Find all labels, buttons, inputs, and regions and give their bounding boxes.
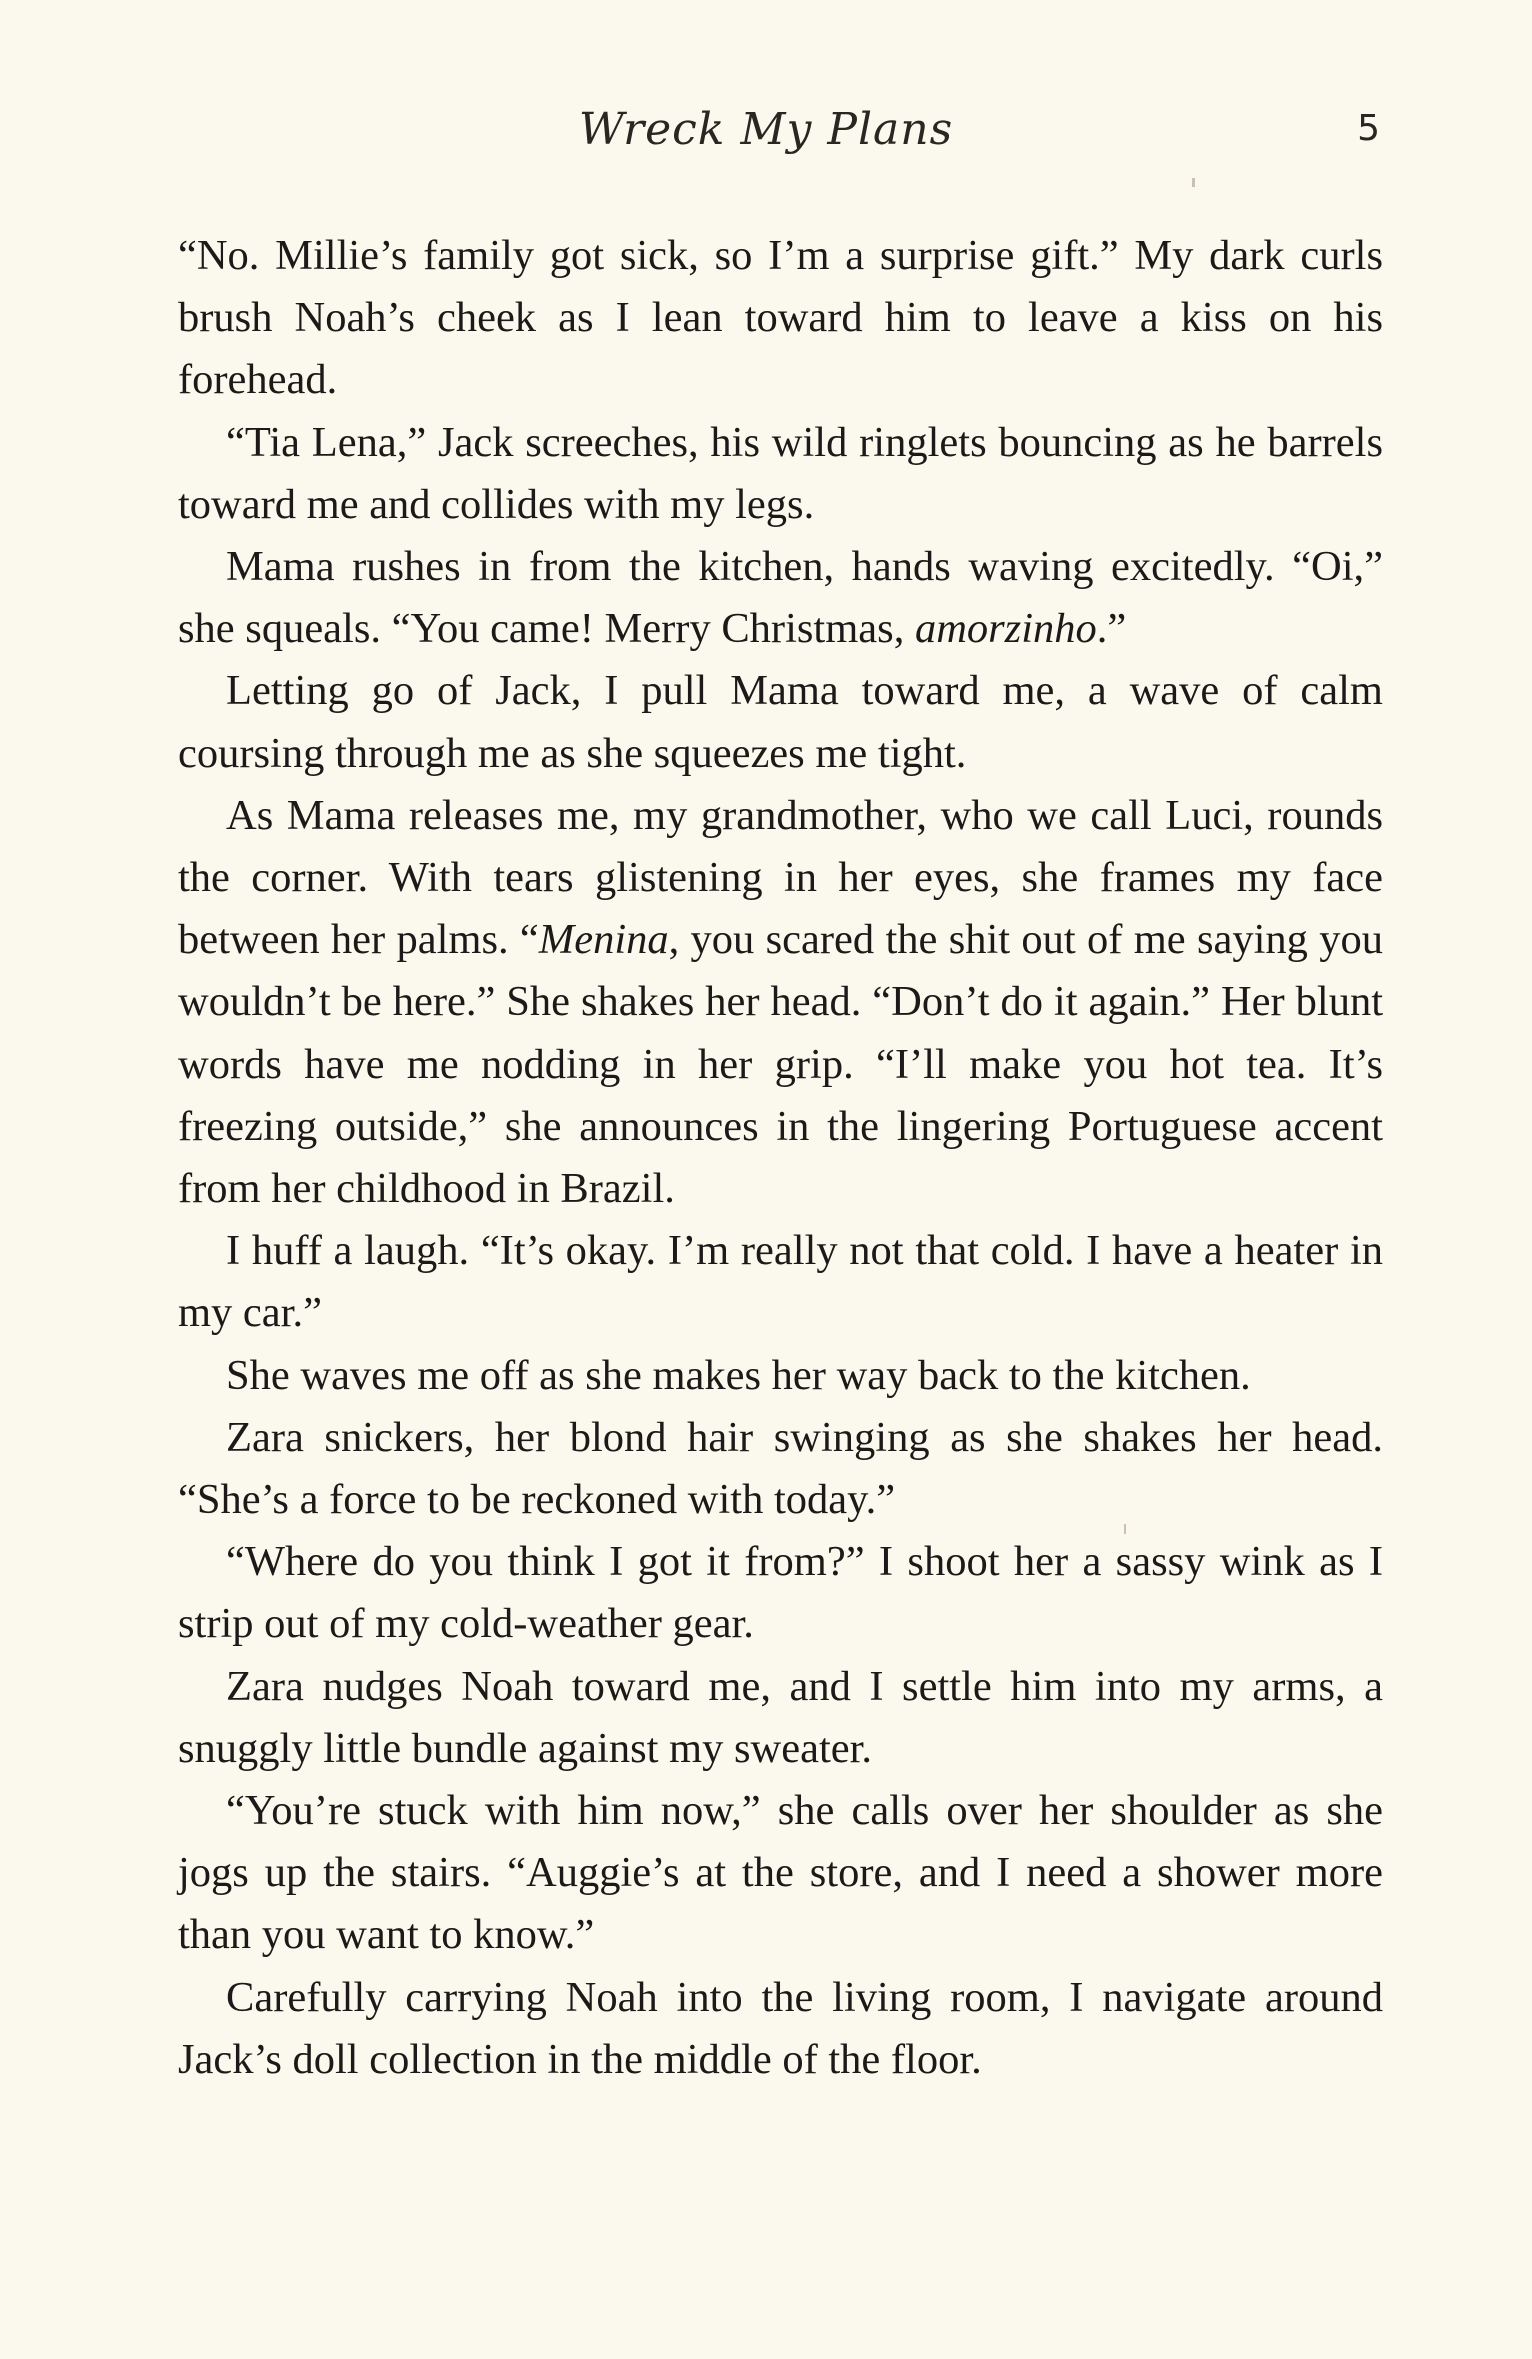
running-title: Wreck My Plans (578, 104, 954, 155)
paragraph (178, 1780, 1383, 1967)
paragraph-text: Letting go of Jack, I pull Mama toward me, a wave of calm coursing through me as she squeezes me tight. (178, 667, 1383, 777)
paragraph-text: I huff a laugh. “It’s okay. I’m really not that cold. I have a heater in my car.” (178, 1227, 1383, 1337)
italic-text: amorzinho (914, 605, 1097, 653)
paragraph-text: She waves me off as she makes her way back to the kitchen. (226, 1351, 1251, 1399)
paragraph (178, 225, 1383, 412)
running-head (0, 104, 1532, 164)
body-text (178, 225, 1383, 2091)
page-number: 5 (1357, 108, 1380, 149)
paragraph (178, 1407, 1383, 1531)
paper-speck (1124, 1524, 1126, 1534)
paragraph (178, 1967, 1383, 2091)
paragraph-text: Carefully carrying Noah into the living room, I navigate around Jack’s doll collection in the middle of the floor. (178, 1973, 1383, 2083)
paragraph (178, 1220, 1383, 1344)
paragraph-text: As Mama releases me, my grandmother, who we call Luci, rounds the corner. With tears glistening in her eyes, she frames my face between her palms. “ (178, 791, 1383, 964)
paragraph-text: “Tia Lena,” Jack screeches, his wild ringlets bouncing as he barrels toward me and collides with my legs. (178, 418, 1383, 528)
paragraph-text: “You’re stuck with him now,” she calls over her shoulder as she jogs up the stairs. “Auggie’s at the store, and I need a shower more than you want to know.” (178, 1787, 1383, 1959)
paragraph-text: Mama rushes in from the kitchen, hands waving excitedly. “Oi,” she squeals. “You came! Merry Christmas, (178, 543, 1383, 653)
paragraph-text: .” (1096, 605, 1127, 653)
italic-text: Menina (538, 916, 669, 964)
paragraph (178, 1656, 1383, 1780)
paragraph (178, 1345, 1383, 1407)
paragraph (178, 1531, 1383, 1655)
paragraph-text: “Where do you think I got it from?” I shoot her a sassy wink as I strip out of my cold-weather gear. (178, 1538, 1383, 1648)
paragraph-text: Zara nudges Noah toward me, and I settle him into my arms, a snuggly little bundle against my sweater. (178, 1662, 1383, 1772)
paragraph (178, 785, 1383, 1220)
paragraph (178, 412, 1383, 536)
paragraph (178, 536, 1383, 660)
paragraph (178, 660, 1383, 784)
paragraph-text: , you scared the shit out of me saying you wouldn’t be here.” She shakes her head. “Don’t do it again.” Her blunt words have me nodding in her grip. “I’ll make you hot tea. It’s freezing outside,” she announces in the lingering Portuguese accent from her childhood in Brazil. (178, 916, 1383, 1213)
paper-speck (1192, 178, 1195, 187)
paragraph-text: Zara snickers, her blond hair swinging as she shakes her head. “She’s a force to be reckoned with today.” (178, 1413, 1383, 1524)
paragraph-text: “No. Millie’s family got sick, so I’m a surprise gift.” My dark curls brush Noah’s cheek as I lean toward him to leave a kiss on his forehead. (178, 232, 1383, 404)
